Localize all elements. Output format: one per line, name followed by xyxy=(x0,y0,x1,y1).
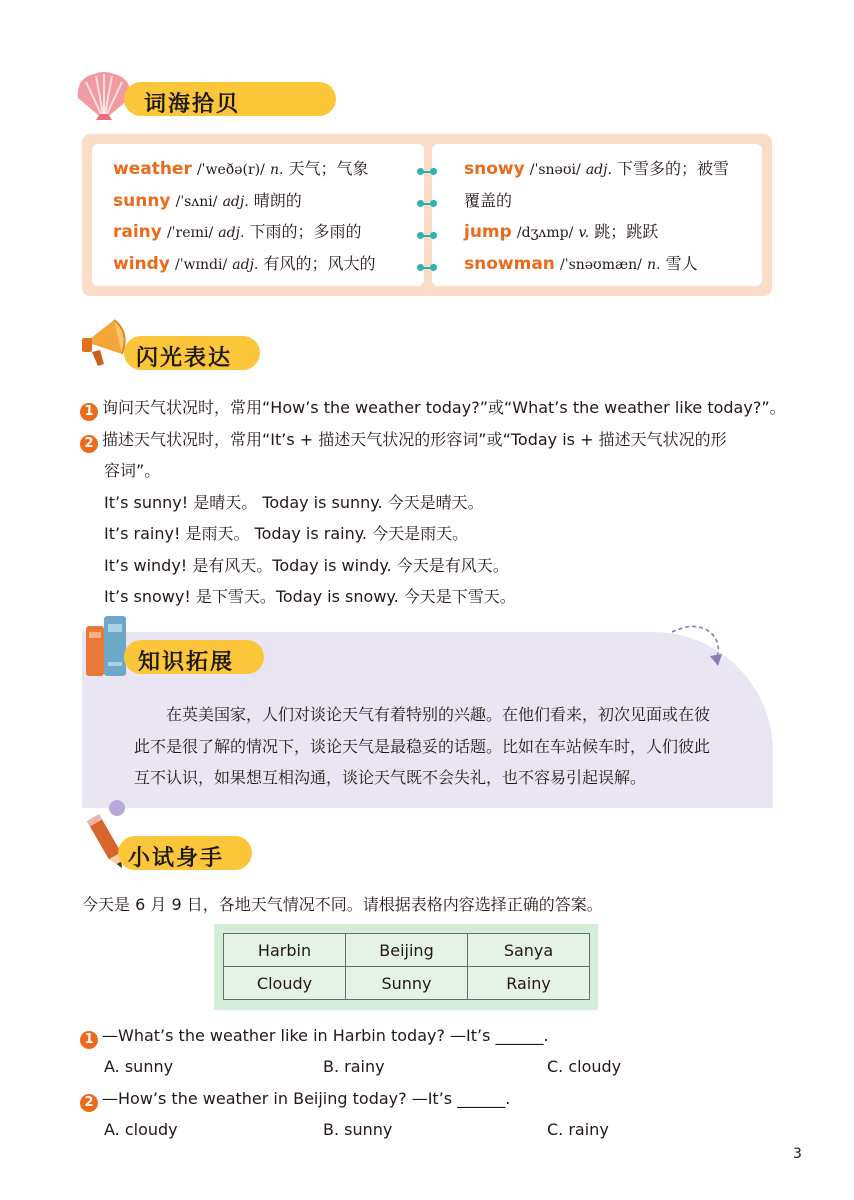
vocab-phonetic: /ˈsnəʊi/ xyxy=(529,162,581,178)
example-sentence: It’s snowy! 是下雪天。Today is snowy. 今天是下雪天。 xyxy=(104,587,516,606)
vocab-pos: v. xyxy=(578,225,590,241)
question-2 xyxy=(80,1089,510,1112)
table-row xyxy=(224,934,590,967)
vocab-phonetic: /dʒʌmp/ xyxy=(516,225,574,241)
answer-option[interactable]: A. sunny xyxy=(104,1057,174,1076)
vocab-word: sunny xyxy=(113,191,171,211)
practice-section-header xyxy=(82,810,262,871)
table-cell-weather: Sunny xyxy=(346,967,468,1000)
question-text: —What’s the weather like in Harbin today? —It’s ______. xyxy=(102,1026,549,1045)
vocab-word: snowman xyxy=(464,254,555,274)
vocab-meaning: 晴朗的 xyxy=(253,191,302,210)
vocab-pos: adj. xyxy=(232,257,259,273)
vocab-item xyxy=(464,222,658,243)
vocab-item xyxy=(113,159,369,180)
vocab-word: rainy xyxy=(113,222,162,242)
vocab-phonetic: /ˈsʌni/ xyxy=(175,194,218,210)
knowledge-section-header xyxy=(82,612,272,675)
expression-item-2-continued: 容词”。 xyxy=(104,461,161,480)
practice-intro: 今天是 6 月 9 日，各地天气情况不同。请根据表格内容选择正确的答案。 xyxy=(82,895,603,914)
dashed-arrow-icon xyxy=(668,622,728,670)
vocab-meaning: 跳；跳跃 xyxy=(594,222,659,241)
vocab-item xyxy=(464,159,729,180)
example-sentence: It’s rainy! 是雨天。 Today is rainy. 今天是雨天。 xyxy=(104,524,469,543)
knowledge-paragraph-line: 此不是很了解的情况下，谈论天气是最稳妥的话题。比如在车站候车时，人们彼此 xyxy=(134,737,711,756)
answer-option[interactable]: C. rainy xyxy=(547,1120,609,1139)
question-1 xyxy=(80,1026,549,1049)
vocab-word: weather xyxy=(113,159,192,179)
column-connector-icon xyxy=(417,202,437,206)
expression-section-header xyxy=(78,312,268,371)
expression-section-title: 闪光表达 xyxy=(136,346,233,371)
vocab-section-title: 词海拾贝 xyxy=(144,92,241,117)
vocab-meaning: 有风的；风大的 xyxy=(263,254,376,273)
question-number-badge: 2 xyxy=(80,1094,98,1112)
table-cell-city: Harbin xyxy=(224,934,346,967)
question-text: —How’s the weather in Beijing today? —It’s ______. xyxy=(102,1089,511,1108)
knowledge-paragraph-line: 互不认识，如果想互相沟通，谈论天气既不会失礼，也不容易引起误解。 xyxy=(134,768,647,787)
vocab-item xyxy=(113,191,302,212)
vocab-meaning: 下雨的；多雨的 xyxy=(249,222,362,241)
vocab-meaning: 雪人 xyxy=(665,254,698,273)
column-connector-icon xyxy=(417,234,437,238)
vocab-pos: n. xyxy=(269,162,284,178)
vocab-pos: adj. xyxy=(585,162,612,178)
weather-table xyxy=(223,933,590,1000)
knowledge-paragraph-line: 在英美国家，人们对谈论天气有着特别的兴趣。在他们看来，初次见面或在彼 xyxy=(166,705,711,724)
expression-text: 描述天气状况时，常用“It’s + 描述天气状况的形容词”或“Today is + 描述天气状况的形 xyxy=(102,430,727,449)
vocab-pos: adj. xyxy=(222,194,249,210)
vocab-meaning: 天气；气象 xyxy=(288,159,369,178)
vocab-meaning: 下雪多的；被雪 xyxy=(617,159,730,178)
expression-text: 询问天气状况时，常用“How’s the weather today?”或“What’s the weather like today?”。 xyxy=(102,398,786,417)
vocab-pos: adj. xyxy=(218,225,245,241)
page-number: 3 xyxy=(793,1146,802,1162)
vocab-word: windy xyxy=(113,254,170,274)
vocab-meaning: 覆盖的 xyxy=(464,191,513,210)
answer-option[interactable]: B. sunny xyxy=(323,1120,393,1139)
table-cell-city: Beijing xyxy=(346,934,468,967)
vocab-item xyxy=(113,222,362,243)
vocab-item xyxy=(113,254,376,275)
vocab-word: snowy xyxy=(464,159,525,179)
question-number-badge: 1 xyxy=(80,1031,98,1049)
example-sentence: It’s windy! 是有风天。Today is windy. 今天是有风天。 xyxy=(104,556,509,575)
table-cell-weather: Rainy xyxy=(468,967,590,1000)
answer-option[interactable]: A. cloudy xyxy=(104,1120,178,1139)
practice-section-title: 小试身手 xyxy=(128,846,225,871)
vocab-section-header xyxy=(70,70,270,117)
knowledge-section-title: 知识拓展 xyxy=(138,650,235,675)
table-row xyxy=(224,967,590,1000)
answer-option[interactable]: B. rainy xyxy=(323,1057,385,1076)
expression-item-2 xyxy=(80,427,727,453)
vocab-phonetic: /ˈwɪndi/ xyxy=(174,257,228,273)
vocab-item-continued xyxy=(464,191,512,211)
vocab-pos: n. xyxy=(647,257,661,273)
number-badge-1: 1 xyxy=(80,403,98,421)
answer-option[interactable]: C. cloudy xyxy=(547,1057,622,1076)
vocab-phonetic: /ˈsnəʊmæn/ xyxy=(560,257,642,273)
column-connector-icon xyxy=(417,170,437,174)
column-connector-icon xyxy=(417,266,437,270)
vocab-item xyxy=(464,254,698,275)
books-icon xyxy=(82,612,132,678)
vocab-phonetic: /ˈreɪni/ xyxy=(166,225,214,241)
expression-item-1 xyxy=(80,395,786,421)
number-badge-2: 2 xyxy=(80,435,98,453)
vocab-word: jump xyxy=(464,222,512,242)
table-cell-city: Sanya xyxy=(468,934,590,967)
vocab-phonetic: /ˈweðə(r)/ xyxy=(196,162,265,178)
example-sentence: It’s sunny! 是晴天。 Today is sunny. 今天是晴天。 xyxy=(104,493,484,512)
table-cell-weather: Cloudy xyxy=(224,967,346,1000)
